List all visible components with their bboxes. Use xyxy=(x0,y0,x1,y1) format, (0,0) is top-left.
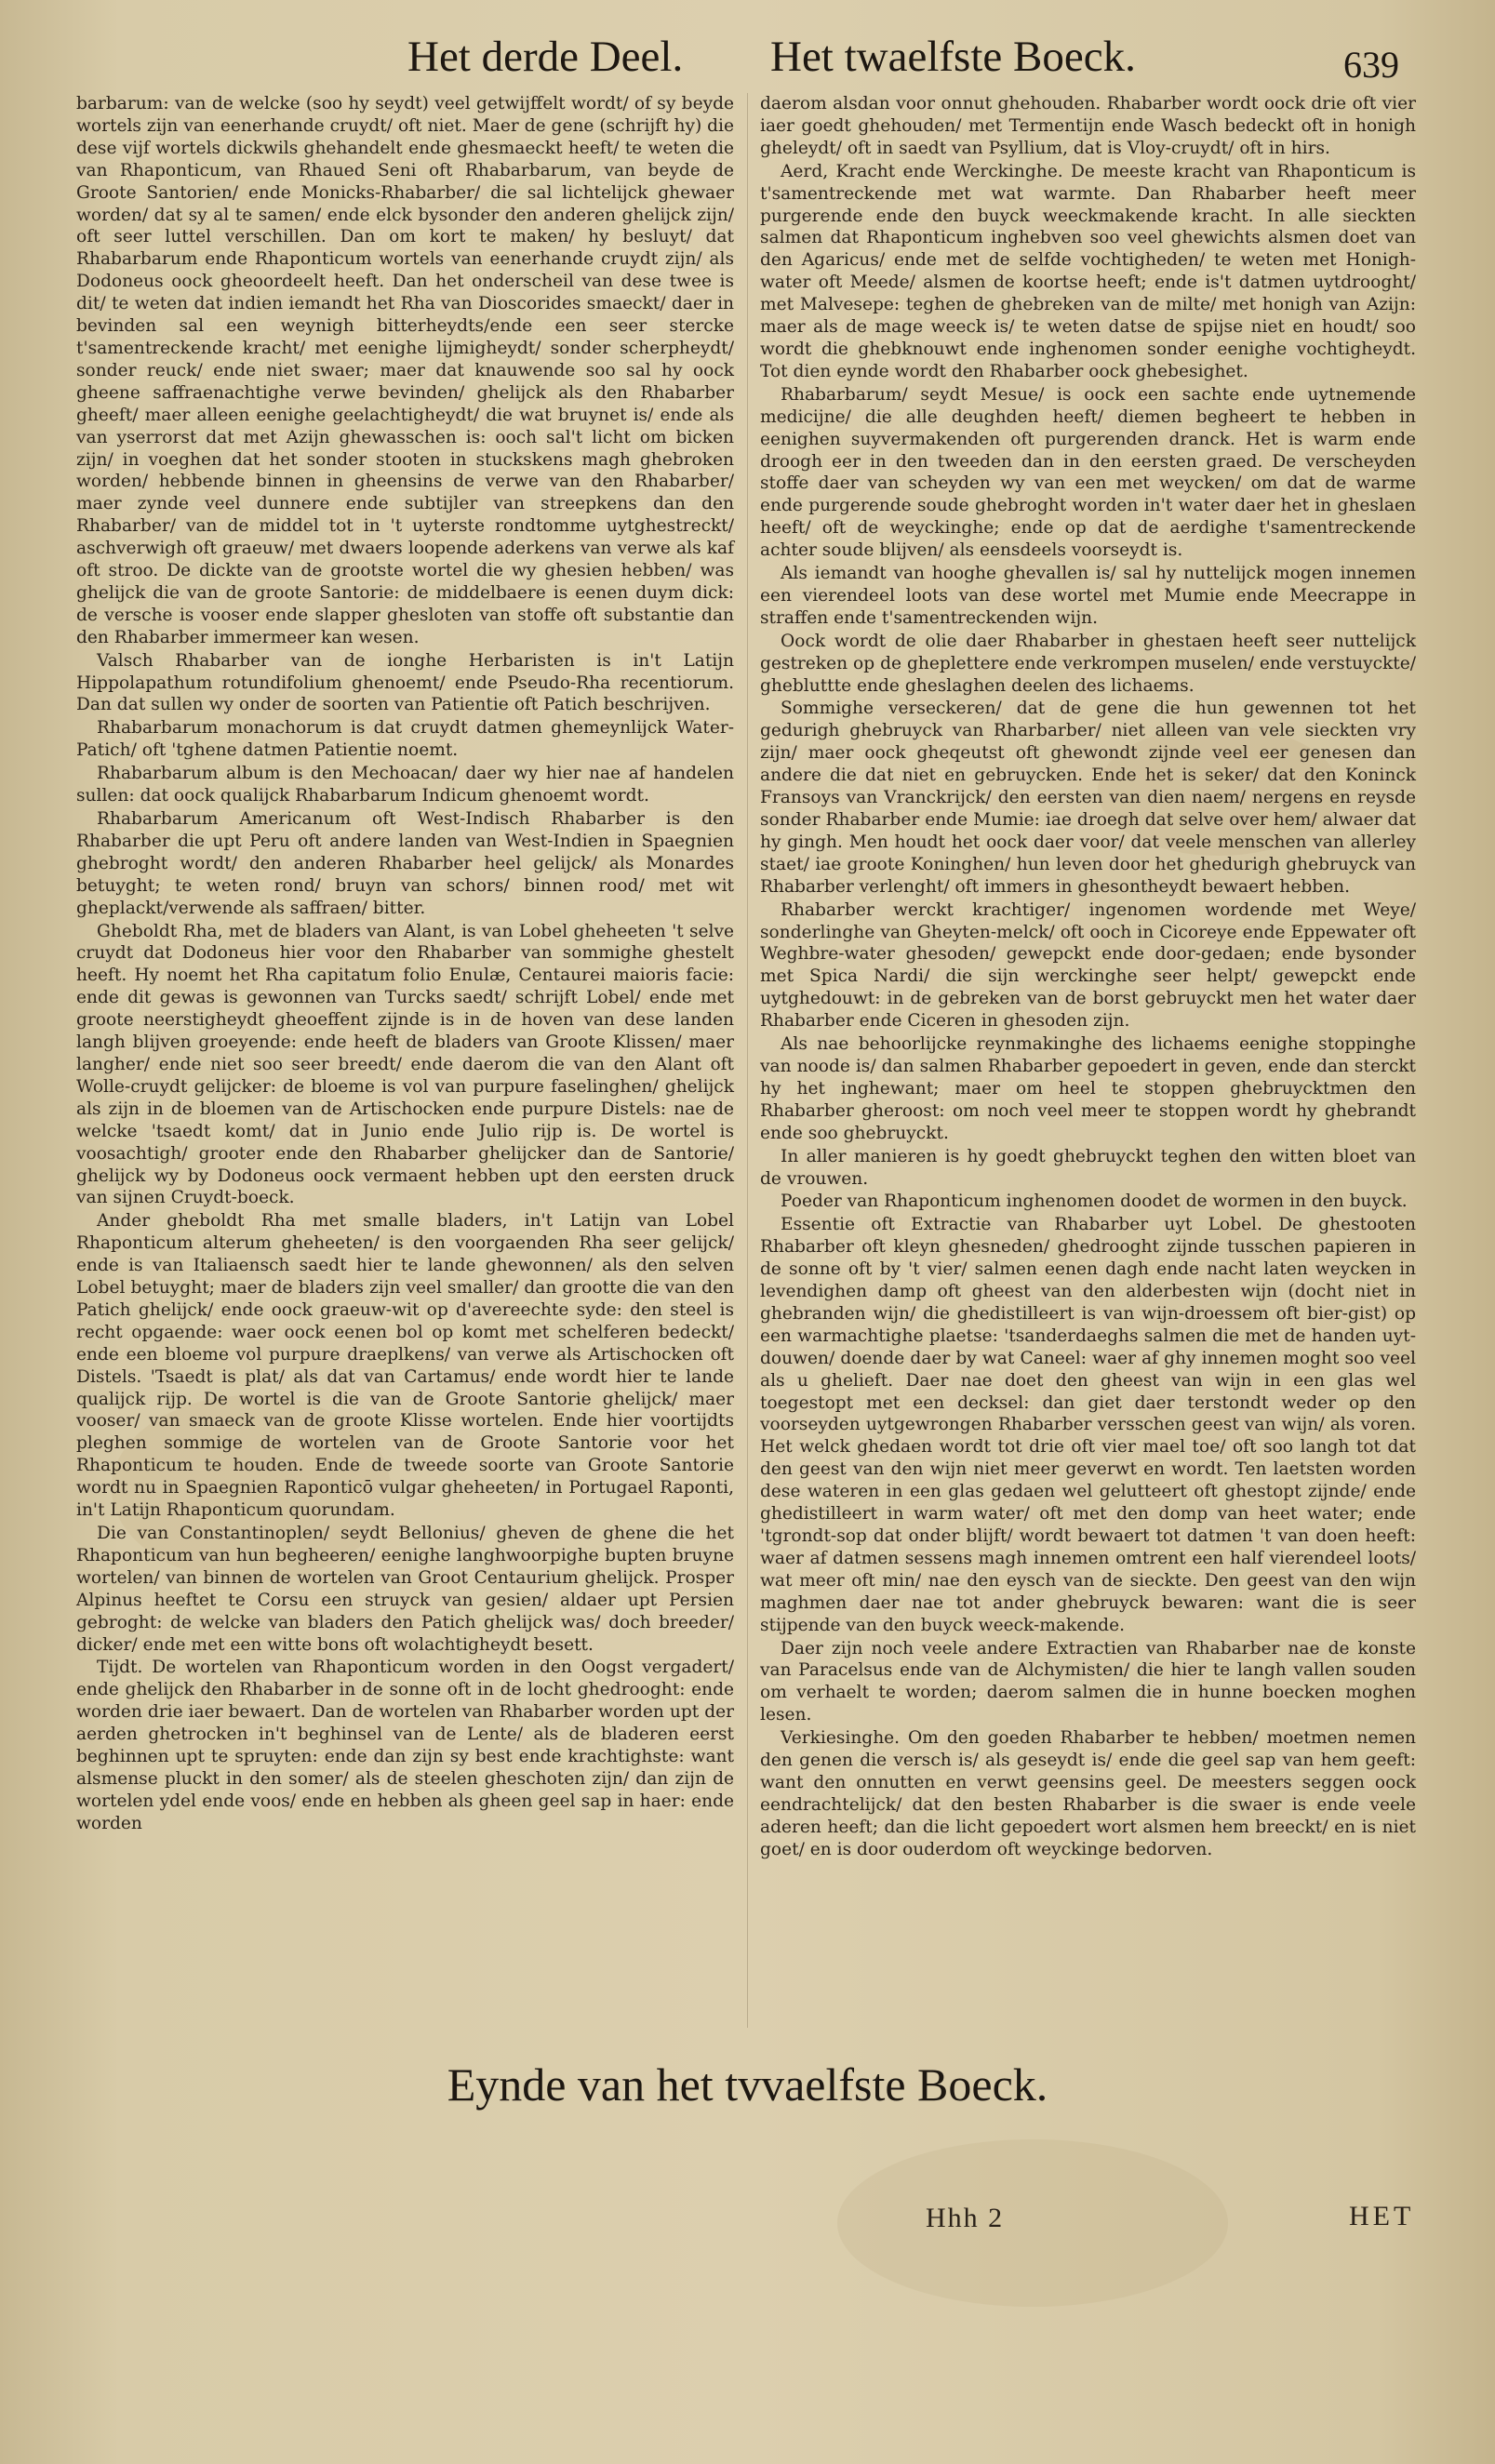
paragraph: Tijdt. De wortelen van Rhaponticum worden in den Oogst vergadert/ ende ghelijck den Rhabarber in de sonne oft in de locht ghedrooght: ende worden drie iaer bewaert. Dan de wortelen van Rhabarber worden upt der aerden ghetrocken in't beghinsel van de Lente/ als de bladeren eerst beghinnen upt te spruyten: ende dan zijn sy best ende krachtighste: want alsmense pluckt in den somer/ als de steelen gheschoten zijn/ dan zijn de wortelen ydel ende voos/ ende en hebben als gheen geel sap in haer: ende worden xyxy=(76,1658,734,1833)
running-header xyxy=(0,28,1495,93)
paper-stain xyxy=(837,2139,1228,2307)
paragraph: Rhabarber werckt krachtiger/ ingenomen wordende met Weye/ sonderlinghe van Gheyten-melck/ oft ooch in Cicoreye ende Eppewater oft Weghbre-water ghesoden/ gewepckt ende door-gedaen; ende bysonder met Spica Nardi/ die sijn werckinghe seer helpt/ gewepckt ende uytghedouwt: in de gebreken van de borst gebruyckt men het water daer Rhabarber ende Ciceren in ghesoden zijn. xyxy=(760,899,1416,1032)
signature-mark: Hhh 2 xyxy=(926,2203,1005,2233)
paragraph: Rhabarbarum/ seydt Mesue/ is oock een sachte ende uytnemende medicijne/ die alle deughden heeft/ diemen begheert te hebben in eenighen suyvermakenden oft purgerenden dranck. Het is warm ende droogh eer in den tweeden dan in den eersten graed. De verscheyden stoffe daer van scheyden wy van een met weycken/ om dat de warme ende purgerende soude ghebroght worden in't water daer het in gheslaen heeft/ oft de weyckinghe; ende op dat de aerdighe t'samentreckende achter soude blijven/ als eensdeels voorseydt is. xyxy=(760,384,1416,561)
paragraph: Oock wordt de olie daer Rhabarber in ghestaen heeft seer nuttelijck gestreken op de gheplettere ende verkrompen muselen/ ende verstuyckte/ ghebluttte ende gheslaghen deelen des lichaems. xyxy=(760,631,1416,696)
part-title: Het derde Deel. xyxy=(407,33,684,81)
paragraph: Als iemandt van hooghe ghevallen is/ sal hy nuttelijck mogen innemen een vierendeel loots van dese wortel met Mumie ende Meecrappe in straffen ende t'samentreckenden wijn. xyxy=(760,564,1416,628)
paragraph: Rhabarbarum Americanum oft West-Indisch Rhabarber is den Rhabarber die upt Peru oft andere landen van West-Indien in Spaegnien ghebroght wordt/ den anderen Rhabarber heel gelijck/ als Monardes betuyght; te weten rond/ bruyn van schors/ binnen rood/ met wit gheplackt/verwende als saffraen/ bitter. xyxy=(76,809,734,918)
paragraph: Daer zijn noch veele andere Extractien van Rhabarber nae de konste van Paracelsus ende van de Alchymisten/ die hier te langh vallen souden om verhaelt te worden; daerom salmen die in hunne boecken moghen lesen. xyxy=(760,1638,1416,1725)
left-column xyxy=(76,93,734,1836)
right-column xyxy=(760,93,1416,1862)
page-number: 639 xyxy=(1343,44,1399,86)
catchword: HET xyxy=(1349,2201,1415,2231)
paragraph: Aerd, Kracht ende Werckinghe. De meeste kracht van Rhaponticum is t'samentreckende met wat warmte. Dan Rhabarber heeft meer purgerende ende den buyck weeckmakende kracht. In alle sieckten salmen dat Rhaponticum inghebven soo veel ghewichts alsmen doet van den Agaricus/ ende met de selfde vochtigheden/ te weten met Honigh-water oft Meede/ alsmen de koortse heeft; ende is't datmen uytdrooght/ met Malvesepe: teghen de ghebreken van de milte/ met honigh van Azijn: maer als de mage weeck is/ te weten datse de spijse niet en houdt/ soo wordt die ghebknouwt ende inghenomen sonder eenighe vochtigheydt. Tot dien eynde wordt den Rhabarber oock ghebesighet. xyxy=(760,161,1416,381)
paragraph: Sommighe verseckeren/ dat de gene die hun gewennen tot het gedurigh ghebruyck van Rharbarber/ niet alleen van vele sieckten vry zijn/ maer oock gheqeutst oft ghewondt zijnde veel eer genesen dan andere die dat niet en gebruycken. Ende het is seker/ dat den Koninck Fransoys van Vranckrijck/ den eersten van dien naem/ nergens en reysde sonder Rhabarber ende Mumie: iae droegh dat selve over hem/ alwaer dat hy gingh. Men houdt het oock daer voor/ dat veele menschen van allerley staet/ iae groote Koninghen/ hun leven door het ghedurigh ghebruyck van Rhabarber verlenght/ oft immers in ghesontheydt bewaert hebben. xyxy=(760,699,1416,897)
paragraph: Als nae behoorlijcke reynmakinghe des lichaems eenighe stoppinghe van noode is/ dan salmen Rhabarber gepoedert in geven, ende dan sterckt hy het inghewant; maer om heel te stoppen ghebruycktmen den Rhabarber gheroost: om noch veel meer te stoppen wordt hy ghebrandt ende soo ghebruyckt. xyxy=(760,1034,1416,1143)
paragraph: In aller manieren is hy goedt ghebruyckt teghen den witten bloet van de vrouwen. xyxy=(760,1146,1416,1189)
end-of-book-title: Eynde van het tvvaelfste Boeck. xyxy=(447,2058,1048,2111)
column-divider xyxy=(747,93,748,2028)
paragraph: daerom alsdan voor onnut ghehouden. Rhabarber wordt oock drie oft vier iaer goedt ghehouden/ met Termentijn ende Wasch bedeckt oft in honigh gheleydt/ oft in saedt van Psyllium, dat is Vloy-cruydt/ oft in hirs. xyxy=(760,94,1416,158)
paragraph: Die van Constantinoplen/ seydt Bellonius/ gheven de ghene die het Rhaponticum van hun begheeren/ eenighe langhwoorpighe bupten bruyne wortelen/ van binnen de wortelen van Groot Centaurium ghelijck. Prosper Alpinus heeftet te Corsu een struyck van gesien/ aldaer upt Persien gebroght: de welcke van bladers den Patich ghelijck was/ doch breeder/ dicker/ ende met een witte bons oft wolachtigheydt besett. xyxy=(76,1524,734,1655)
paragraph: barbarum: van de welcke (soo hy seydt) veel getwijffelt wordt/ of sy beyde wortels zijn van eenerhande cruydt/ oft niet. Maer de gene (schrijft hy) die dese vijf wortels dickwils ghehandelt ende ghesmaeckt heeft/ te weten die van Rhaponticum, van Rhaued Seni oft Rhabarbarum, van beyde de Groote Santorien/ ende Monicks-Rhabarber/ die sal lichtelijck ghewaer worden/ dat sy al te samen/ ende elck bysonder den anderen ghelijck zijn/ oft seer luttel verschillen. Dan om kort te maken/ hy besluyt/ dat Rhabarbarum ende Rhaponticum wortels van eenerhande cruydt zijn/ als Dodoneus oock gheoordeelt heeft. Dan het onderscheil van dese twee is dit/ te weten dat indien iemandt het Rha van Dioscorides smaeckt/ daer in bevinden sal een weynigh bitterheydts/ende een seer stercke t'samentreckende kracht/ met eenighe lijmigheydt/ sonder scherpheydt/ sonder reuck/ ende niet swaer; maer dat knauwende soo sal hy oock gheene saffraenachtighe verwe bevinden/ ghelijck als den Rhabarber gheeft/ maer alleen eenighe geelachtigheydt/ die wat bruynet is/ ende als van yserrorst dat met Azijn ghewasschen is: ooch sal't licht om bicken zijn/ in voeghen dat het sonder stooten in stuckskens magh ghebroken worden/ hebbende binnen in gheensins de verwe van den Rhabarber/ maer zynde veel dunnere ende subtijler van streepkens dan den Rhabarber/ van de middel tot in 't uyterste rondtomme uytghestreckt/ aschverwigh oft graeuw/ met dwaers loopende aderkens van verwe als kaf oft stroo. De dickte van de grootste wortel die wy ghesien hebben/ was ghelijck die van de groote Santorie: de middelbaere is eenen duym dick: de versche is vooser ende slapper ghesloten van stoffe oft substantie dan den Rhabarber immermeer kan wesen. xyxy=(76,94,734,647)
paragraph: Valsch Rhabarber van de ionghe Herbaristen is in't Latijn Hippolapathum rotundifolium ghenoemt/ ende Pseudo-Rha recentiorum. Dan dat sullen wy onder de soorten van Patientie oft Patich beschrijven. xyxy=(76,650,734,715)
paragraph: Gheboldt Rha, met de bladers van Alant, is van Lobel gheheeten 't selve cruydt dat Dodoneus hier voor den Rhabarber van sommighe ghestelt heeft. Hy noemt het Rha capitatum folio Enulæ, Centaurei maioris facie: ende dit gewas is gewonnen van Turcks saedt/ schrijft Lobel/ ende met groote neerstigheydt gheoeffent zijnde is in de hoven van dese landen langh blijven groeyende: ende heeft de bladers van Groote Klissen/ maer langher/ ende niet soo seer breedt/ ende daerom die van den Alant oft Wolle-cruydt gelijcker: de bloeme is vol van purpure faselinghen/ ghelijck als zijn in de bloemen van de Artischocken ende purpure Distels: nae de welcke 'tsaedt komt/ dat in Junio ende Julio rijp is. De wortel is voosachtigh/ grooter ende den Rhabarber ghelijcker dan de Santorie/ ghelijck wy by Dodoneus oock vermaent hebben upt den eersten druck van sijnen Cruydt-boeck. xyxy=(76,921,734,1208)
paragraph: Essentie oft Extractie van Rhabarber uyt Lobel. De ghestooten Rhabarber oft kleyn ghesneden/ ghedrooght zijnde tusschen papieren in de sonne oft by 't vier/ salmen eenen dagh ende nacht laten weycken in levendighen damp oft gheest van den alderbesten wijn (docht niet in ghebranden wijn/ die ghedistilleert is van wijn-droessem oft bier-gist) op een warmachtighe plaetse: 'tsanderdaeghs salmen die met de handen uyt-douwen/ doende daer by wat Caneel: waer af ghy innemen moght soo veel als u ghelieft. Daer nae doet den gheest van wijn in een glas wel toegestopt met een decksel: dan giet daer terstondt weder op den voorseyden uytgewrongen Rhabarber versschen geest van wijn/ als voren. Het welck ghedaen wordt tot drie oft vier mael toe/ oft soo langh tot dat den geest van den wijn niet meer geverwt en wordt. Ten laetsten worden dese wateren in een glas gedaen wel gelutteert oft ghestopt zijnde/ ende ghedistilleert in warm water/ oft met den domp van heet water; ende 'tgrondt-sop dat onder blijft/ wordt bewaert tot datmen 't van doen heeft: waer af datmen sessens magh innemen omtrent een half vierendeel loots/ wat meer oft min/ nae den eysch van de sieckte. Den geest van den wijn maghmen daer nae tot ander ghebruyck bewaren: want die is seer stijpende van den buyck weeck-makende. xyxy=(760,1215,1416,1635)
paragraph: Verkiesinghe. Om den goeden Rhabarber te hebben/ moetmen nemen den genen die versch is/ als geseydt is/ ende die geel sap van hem geeft: want den onnutten en verwt geensins geel. De meesters seggen oock eendrachtelijck/ dat den besten Rhabarber is die swaer is ende veele aderen heeft; dan die licht gepoedert wort alsmen hem breeckt/ en is niet goet/ en is door ouderdom oft weyckinge bedorven. xyxy=(760,1728,1416,1859)
book-title: Het twaelfste Boeck. xyxy=(770,33,1136,81)
paragraph: Rhabarbarum monachorum is dat cruydt datmen ghemeynlijck Water-Patich/ oft 'tghene datmen Patientie noemt. xyxy=(76,718,734,761)
paragraph: Ander gheboldt Rha met smalle bladers, in't Latijn van Lobel Rhaponticum alterum gheheeten/ is den voorgaenden Rha seer gelijck/ ende is van Italiaensch saedt hier te lande ghewonnen/ als den selven Lobel betuyght; maer de bladers zijn veel smaller/ dan grootte die van den Patich ghelijck/ ende oock graeuw-wit op d'avereechte syde: den steel is recht opgaende: waer oock eenen bol op komt met schelferen bedeckt/ ende een bloeme vol purpure draeplkens/ van verwe als Artischocken oft Distels. 'Tsaedt is plat/ als dat van Cartamus/ ende wordt hier te lande qualijck rijp. De wortel is die van de Groote Santorie ghelijck/ maer vooser/ van smaeck van de groote Klisse wortelen. Ende hier voortijdts pleghen sommige de wortelen van de Groote Santorie voor het Rhaponticum te houden. Ende de tweede soorte van Groote Santorie wordt nu in Spaegnien Raponticō vulgar gheheeten/ in Portugael Raponti, in't Latijn Rhaponticum quorundam. xyxy=(76,1211,734,1521)
paragraph: Rhabarbarum album is den Mechoacan/ daer wy hier nae af handelen sullen: dat oock qualijck Rhabarbarum Indicum ghenoemt wordt. xyxy=(76,764,734,806)
paragraph: Poeder van Rhaponticum inghenomen doodet de wormen in den buyck. xyxy=(781,1192,1408,1212)
